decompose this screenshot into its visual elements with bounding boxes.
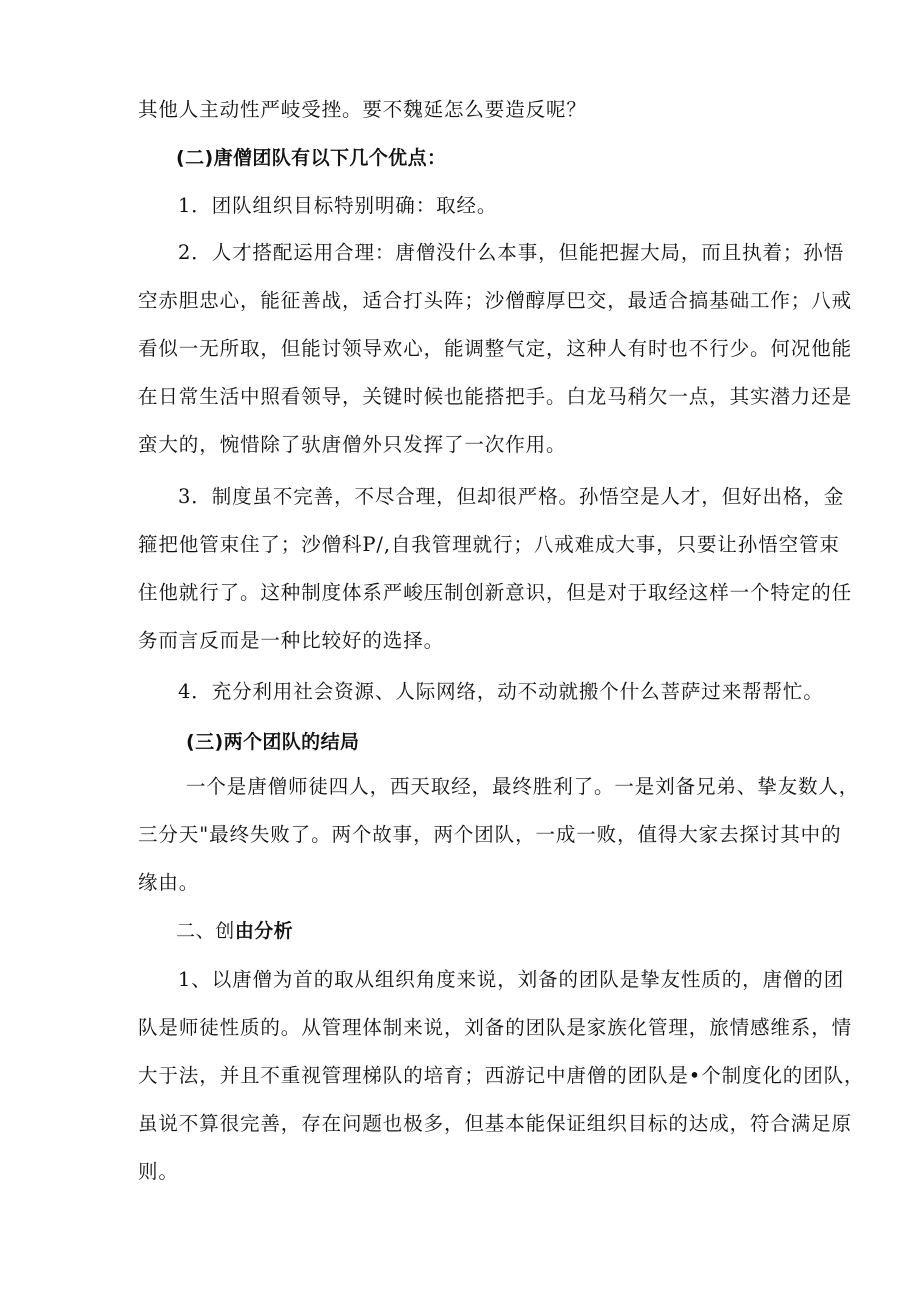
paragraph-line: 则。 [138,1160,179,1183]
section-2-heading: (二)唐僧团队有以下几个优点： [176,147,447,169]
paragraph-line: 队是师徒性质的。从管理体制来说，刘备的团队是家族化管理，旅情感维系，情 [138,1016,853,1039]
part-2-heading [176,919,293,943]
part-2-heading-rest: 由分析 [234,920,294,942]
paragraph-line: 1、以唐僧为首的取从组织角度来说，刘备的团队是挚友性质的，唐僧的团 [178,968,845,991]
paragraph-line: 看似一无所取，但能讨领导欢心，能调整气定，这种人有时也不行少。何况他能 [138,337,853,360]
paragraph-line: 蛮大的，惋惜除了驮唐僧外只发挥了一次作用。 [138,433,567,456]
section-3-heading: (三)两个团队的结局 [186,731,360,753]
paragraph-line: 一个是唐僧师徒四人，西天取经，最终胜利了。一是刘备兄弟、挚友数人， [186,775,860,798]
paragraph-line: 三分天"最终失败了。两个故事，两个团队，一成一败，值得大家去探讨其中的 [138,823,842,846]
paragraph-line: 空赤胆忠心，能征善战，适合打头阵；沙僧醇厚巴交，最适合搞基础工作；八戒 [138,289,853,312]
point-1: 1．团队组织目标特别明确：取经。 [178,194,498,217]
paragraph-line: 务而言反而是一种比较好的选择。 [138,629,445,652]
intro-line: 其他人主动性严岐受挫。要不魏延怎么要造反呢？ [138,98,587,121]
paragraph-line: 3．制度虽不完善，不尽合理，但却很严格。孙悟空是人才，但好出格，金 [178,485,845,508]
paragraph-line: 大于法，并且不重视管理梯队的培育；西游记中唐僧的团队是•个制度化的团队， [138,1064,865,1087]
point-4: 4．充分利用社会资源、人际网络，动不动就搬个什么菩萨过来帮帮忙。 [178,680,824,703]
paragraph-line: 在日常生活中照看领导，关键时候也能搭把手。白龙马稍欠一点，其实潜力还是 [138,385,853,408]
paragraph-line: 2．人才搭配运用合理：唐僧没什么本事，但能把握大局，而且执着；孙悟 [178,241,845,264]
paragraph-line: 箍把他管束住了；沙僧科P/,自我管理就行；八戒难成大事，只要让孙悟空管束 [138,533,840,556]
paragraph-line: 住他就行了。这种制度体系严峻压制创新意识，但是对于取经这样一个特定的任 [138,581,853,604]
paragraph-line: 虽说不算很完善，存在问题也极多，但基本能保证组织目标的达成，符合满足原 [138,1112,853,1135]
part-2-heading-prefix: 二、创 [176,920,235,942]
paragraph-line: 缘由。 [138,871,200,894]
